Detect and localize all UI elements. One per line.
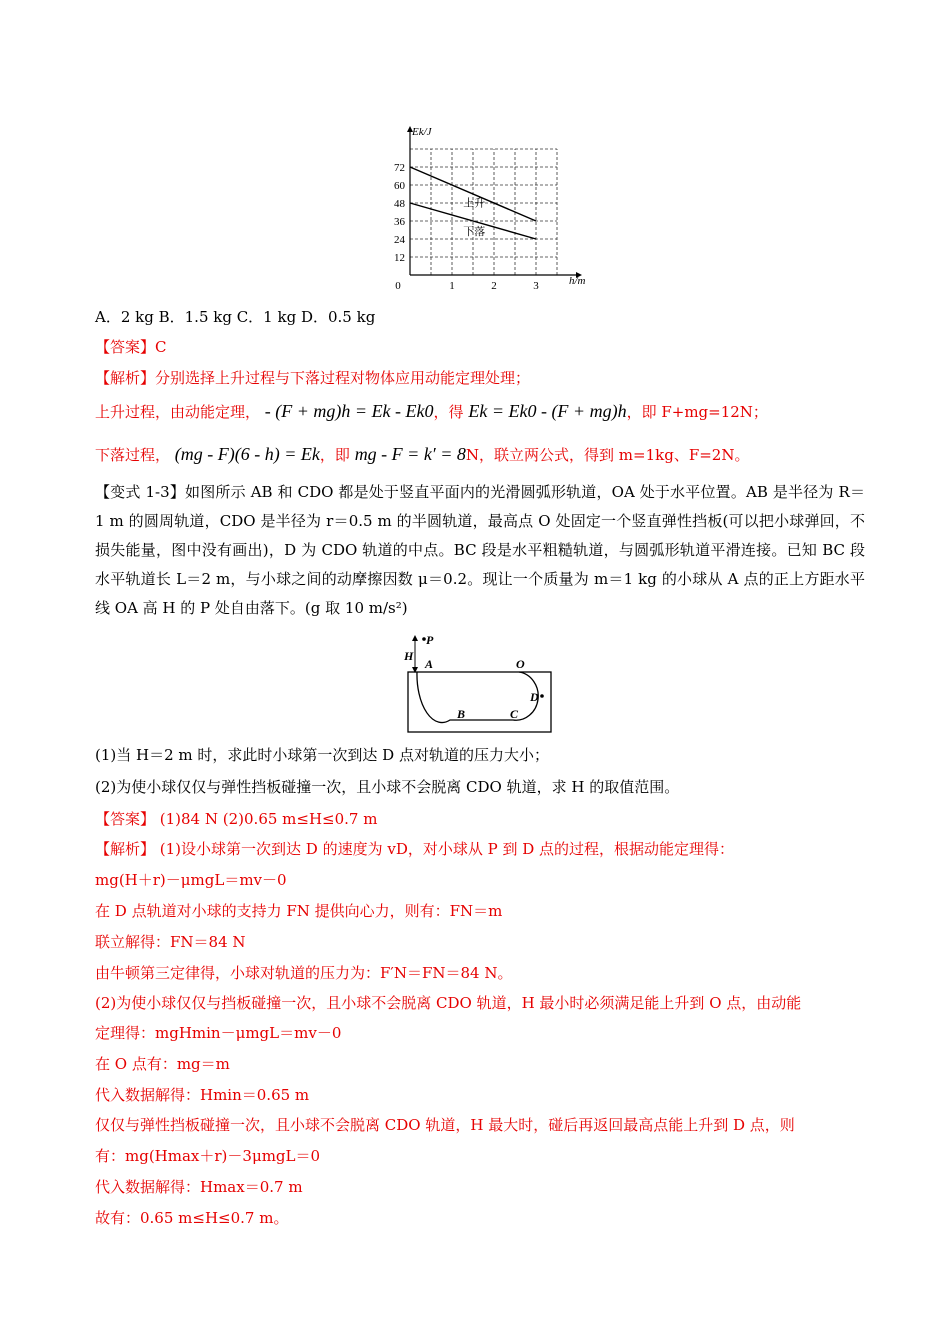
- label-c: C: [510, 707, 519, 721]
- x-axis-label: h/m: [569, 275, 586, 287]
- q2-stem: 【变式 1-3】如图所示 AB 和 CDO 都是处于竖直平面内的光滑圆弧形轨道，OA 处于水平位置。AB 是半径为 R＝1 m 的圆周轨道，CDO 是半径为 r＝0.5 m 的半圆轨道，最高点 O 处固定一个竖直弹性挡板(可以把小球弹回，不损失能量，图中没有画出)，D 为 CDO 轨道的中点。BC 段是水平粗糙轨道，与圆弧形轨道平滑连接。已知 BC 段水平轨道长 L＝2 m，与小球之间的动摩擦因数 μ＝0.2。现让一个质量为 m＝1 kg 的小球从 A 点的正上方距水平线 OA 高 H 的 P 处自由落下。(g 取 10 m/s²): [95, 483, 865, 617]
- q1-up-mid: ，得: [433, 403, 464, 421]
- q2-solution-line: 代入数据解得：Hmax＝0.7 m: [95, 1178, 303, 1196]
- track-path: [417, 672, 538, 723]
- q2-solution-line: 仅仅与弹性挡板碰撞一次，且小球不会脱离 CDO 轨道，H 最大时，碰后再返回最高点能上升到 D 点，则: [95, 1116, 795, 1134]
- label-p: P: [426, 633, 434, 647]
- q1-up-formula2: Ek = Ek0 - (F + mg)h: [468, 401, 627, 421]
- y-tick-label: 24: [394, 234, 405, 246]
- q1-down-line: [95, 443, 749, 466]
- series-label: 上升: [463, 197, 486, 210]
- x-tick-label: 0: [395, 280, 401, 292]
- q1-answer: 【答案】C: [95, 338, 167, 356]
- label-b: B: [457, 707, 466, 721]
- q1-down-formula2: mg - F = k′ = 8: [354, 444, 466, 464]
- height-arrow-head-top: [412, 635, 418, 641]
- q1-down-prefix: 下落过程，: [95, 446, 171, 464]
- x-tick-label: 2: [491, 280, 497, 292]
- q1-up-suffix: ，即 F+mg=12N；: [626, 403, 768, 421]
- q1-down-formula1: (mg - F)(6 - h) = Ek: [174, 444, 320, 464]
- q1-up-formula1: - (F + mg)h = Ek - Ek0: [264, 401, 434, 421]
- q2-solution-line: 在 D 点轨道对小球的支持力 FN 提供向心力，则有：FN＝m: [95, 902, 503, 920]
- x-tick-label: 3: [533, 280, 539, 292]
- y-tick-label: 36: [394, 216, 405, 228]
- q2-solution-line: mg(H＋r)－μmgL＝mv－0: [95, 871, 287, 889]
- q1-down-mid: ，即: [319, 446, 350, 464]
- label-h: H: [404, 649, 414, 663]
- q2-solution-line: 代入数据解得：Hmin＝0.65 m: [95, 1086, 310, 1104]
- q1-down-suffix: N，联立两公式，得到 m=1kg、F=2N。: [465, 446, 750, 464]
- track-figure: [395, 632, 565, 737]
- y-tick-label: 48: [394, 198, 405, 210]
- q2-solution-line: (2)为使小球仅仅与挡板碰撞一次，且小球不会脱离 CDO 轨道，H 最小时必须满足能上升到 O 点，由动能: [95, 994, 802, 1012]
- q2-sub2: (2)为使小球仅仅与弹性挡板碰撞一次，且小球不会脱离 CDO 轨道，求 H 的取值范围。: [95, 778, 680, 796]
- q2-sub1: (1)当 H＝2 m 时，求此时小球第一次到达 D 点对轨道的压力大小；: [95, 746, 549, 764]
- ek-h-chart: [380, 112, 586, 292]
- series-label: 下落: [463, 225, 486, 238]
- x-tick-label: 1: [449, 280, 455, 292]
- q2-solution-line: 在 O 点有：mg＝m: [95, 1055, 230, 1073]
- q1-analysis-intro: 【解析】分别选择上升过程与下落过程对物体应用动能定理处理；: [95, 369, 531, 387]
- y-axis-label: Ek/J: [412, 126, 432, 138]
- q2-answer: 【答案】 (1)84 N (2)0.65 m≤H≤0.7 m: [95, 810, 378, 828]
- y-tick-label: 12: [394, 252, 405, 264]
- label-a: A: [425, 657, 434, 671]
- q2-solution-line: 联立解得：FN＝84 N: [95, 933, 246, 951]
- label-o: O: [516, 657, 525, 671]
- q1-up-line: [95, 400, 768, 423]
- q2-solution-line: 【解析】 (1)设小球第一次到达 D 的速度为 vD，对小球从 P 到 D 点的过程，根据动能定理得：: [95, 840, 735, 858]
- q2-solution-line: 有：mg(Hmax＋r)－3μmgL＝0: [95, 1147, 321, 1165]
- q2-solution-line: 故有：0.65 m≤H≤0.7 m。: [95, 1209, 289, 1227]
- point-d-dot: [540, 694, 544, 698]
- y-tick-label: 60: [394, 180, 405, 192]
- y-tick-label: 72: [394, 162, 405, 174]
- q2-solution-line: 定理得：mgHmin－μmgL＝mv－0: [95, 1024, 342, 1042]
- label-d: D: [530, 690, 539, 704]
- q2-solution-line: 由牛顿第三定律得，小球对轨道的压力为：F′N＝FN＝84 N。: [95, 964, 513, 982]
- q1-up-prefix: 上升过程，由动能定理，: [95, 403, 261, 421]
- q1-options: A．2 kg B．1.5 kg C．1 kg D．0.5 kg: [95, 308, 376, 326]
